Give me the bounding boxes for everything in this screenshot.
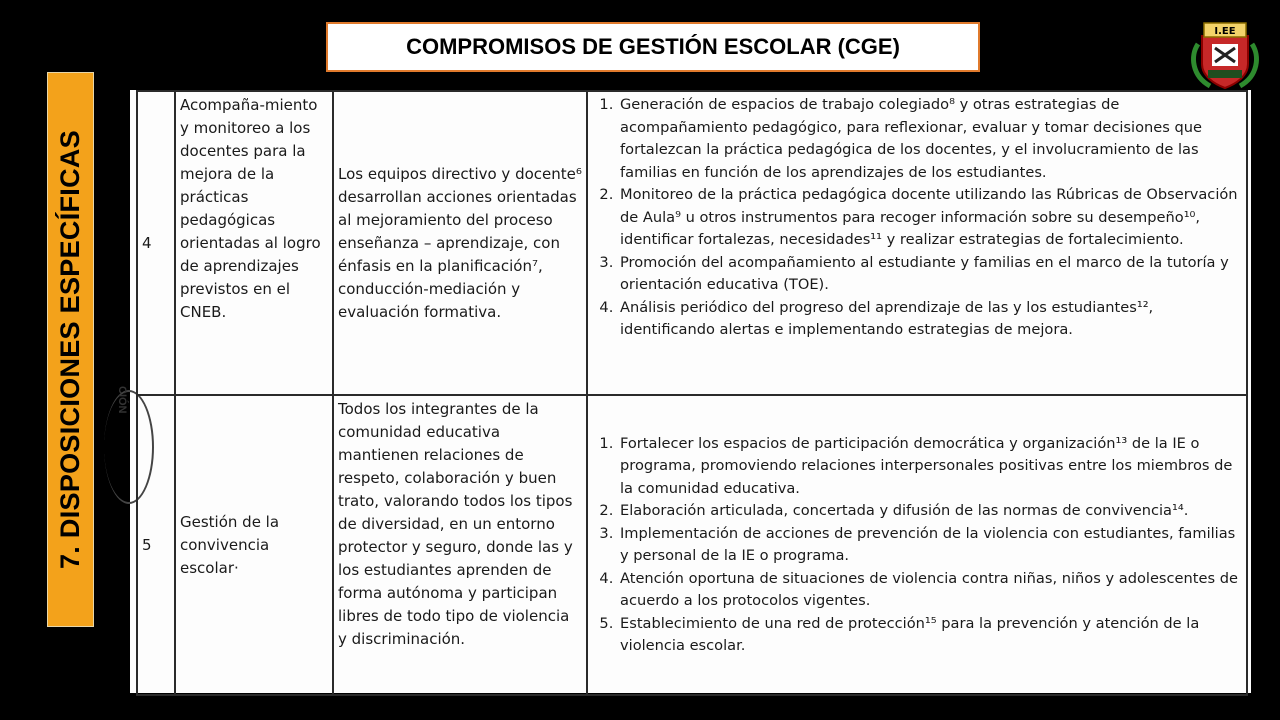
- slide-title-text: COMPROMISOS DE GESTIÓN ESCOLAR (CGE): [406, 34, 900, 59]
- commitment-goal: Todos los integrantes de la comunidad educativa mantienen relaciones de respeto, colaboración y buen trato, valorando todos los tipos de diversidad, en un entorno protector y seguro, donde las y los estudiantes aprenden de forma autónoma y participan libres de todo tipo de violencia y discriminación.: [333, 395, 587, 695]
- row-number: 5: [137, 395, 175, 695]
- svg-text:I.EE: I.EE: [1214, 26, 1236, 37]
- list-item: 3. Promoción del acompañamiento al estudiante y familias en el marco de la tutoría y orientación educativa (TOE).: [618, 252, 1240, 297]
- table-row: [137, 395, 1247, 695]
- list-item: 3. Implementación de acciones de prevención de la violencia con estudiantes, familias y personal de la IE o programa.: [618, 523, 1240, 568]
- commitment-name: Acompaña-miento y monitoreo a los docentes para la mejora de la prácticas pedagógicas orientadas al logro de aprendizajes previstos en el CNEB.: [175, 91, 333, 395]
- list-item: 5. Establecimiento de una red de protección¹⁵ para la prevención y atención de la violencia escolar.: [618, 613, 1240, 658]
- commitment-practices: [587, 91, 1247, 395]
- row-number: 4: [137, 91, 175, 395]
- school-crest-icon: [1184, 14, 1266, 92]
- list-item: 1. Fortalecer los espacios de participación democrática y organización¹³ de la IE o programa, promoviendo relaciones interpersonales positivas entre los miembros de la comunidad educativa.: [618, 433, 1240, 501]
- stamp-text: CIÓN: [116, 386, 128, 414]
- commitment-goal: Los equipos directivo y docente⁶ desarrollan acciones orientadas al mejoramiento del proceso enseñanza – aprendizaje, con énfasis en la planificación⁷, conducción-mediación y evaluación formativa.: [333, 91, 587, 395]
- list-item: 1. Generación de espacios de trabajo colegiado⁸ y otras estrategias de acompañamiento pedagógico, para reflexionar, evaluar y tomar decisiones que fortalezcan la práctica pedagógica de los docentes, y el involucramiento de las familias en función de los aprendizajes de los estudiantes.: [618, 94, 1240, 184]
- section-banner: [47, 72, 94, 627]
- document-scan: [116, 90, 1251, 693]
- commitments-table: [136, 90, 1248, 696]
- list-item: 4. Atención oportuna de situaciones de violencia contra niñas, niños y adolescentes de acuerdo a los protocolos vigentes.: [618, 568, 1240, 613]
- commitment-practices: [587, 395, 1247, 695]
- list-item: 4. Análisis periódico del progreso del aprendizaje de las y los estudiantes¹², identificando alertas e implementando estrategias de mejora.: [618, 297, 1240, 342]
- slide-title: [326, 22, 980, 72]
- practices-list: [596, 433, 1240, 658]
- list-item: 2. Monitoreo de la práctica pedagógica docente utilizando las Rúbricas de Observación de Aula⁹ u otros instrumentos para recoger información sobre su desempeño¹⁰, identificar fortalezas, necesidades¹¹ y realizar estrategias de fortalecimiento.: [618, 184, 1240, 252]
- table-row: [137, 91, 1247, 395]
- section-banner-label: 7. DISPOSICIONES ESPECÍFICAS: [55, 129, 86, 570]
- list-item: 2. Elaboración articulada, concertada y difusión de las normas de convivencia¹⁴.: [618, 500, 1240, 523]
- commitment-name: Gestión de la convivencia escolar·: [175, 395, 333, 695]
- practices-list: [596, 94, 1240, 342]
